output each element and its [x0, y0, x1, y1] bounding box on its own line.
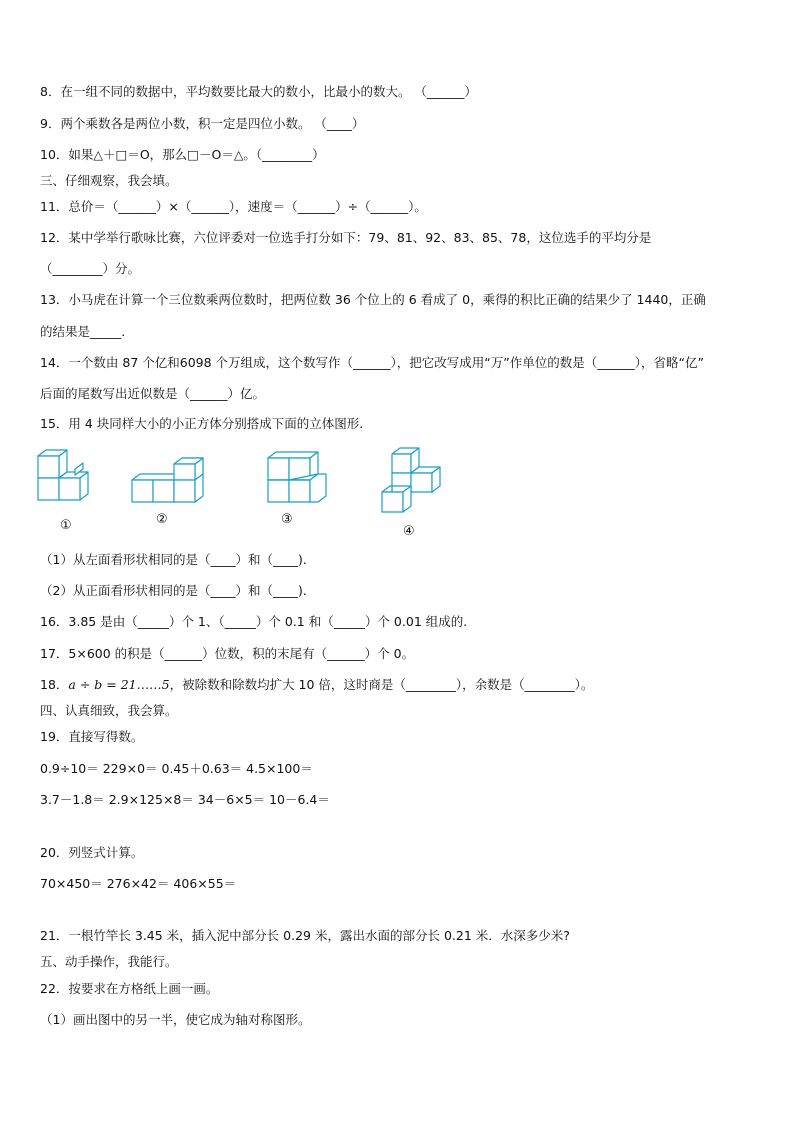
q13-line2: 的结果是_____.	[40, 324, 126, 339]
figure-2-label: ②	[156, 512, 168, 527]
q18-expression: a ÷ b = 21……5	[68, 677, 170, 692]
q8: 8．在一组不同的数据中，平均数要比最大的数小，比最小的数大。 （______）	[40, 84, 477, 99]
q21: 21．一根竹竿长 3.45 米，插入泥中部分长 0.29 米，露出水面的部分长 0.21 米．水深多少米?	[40, 928, 570, 943]
q15: 15．用 4 块同样大小的小正方体分别搭成下面的立体图形.	[40, 416, 364, 431]
q19: 19．直接写得数。	[40, 729, 144, 744]
q16: 16．3.85 是由（_____）个 1、（_____）个 0.1 和（_____）个 0.01 组成的.	[40, 614, 468, 629]
q12-line2: （________）分。	[40, 261, 141, 276]
q13-line1: 13．小马虎在计算一个三位数乘两位数时，把两位数 36 个位上的 6 看成了 0，乘得的积比正确的结果少了 1440，正确	[40, 292, 706, 307]
q11: 11．总价＝（______）×（______），速度＝（______）÷（______）。	[40, 199, 427, 214]
figure-1-cubes	[38, 450, 88, 500]
cube-figures	[30, 446, 500, 546]
q18-text: ，被除数和除数均扩大 10 倍，这时商是（________），余数是（________）。	[169, 677, 594, 692]
cube-figures-drawing	[30, 446, 500, 546]
calc-row-3: 70×450＝ 276×42＝ 406×55＝	[40, 876, 237, 891]
figure-4-cubes	[382, 448, 440, 512]
figure-3-label: ③	[281, 512, 293, 527]
q20: 20．列竖式计算。	[40, 845, 144, 860]
figure-2-cubes	[132, 458, 203, 502]
q15-part1: （1）从左面看形状相同的是（____）和（____).	[40, 552, 307, 567]
calc-row-1: 0.9÷10＝ 229×0＝ 0.45＋0.63＝ 4.5×100＝	[40, 761, 313, 776]
figure-4-label: ④	[403, 524, 415, 539]
q15-part2: （2）从正面看形状相同的是（____）和（____).	[40, 583, 307, 598]
q9: 9．两个乘数各是两位小数，积一定是四位小数。 （____）	[40, 116, 365, 131]
calc-row-2: 3.7－1.8＝ 2.9×125×8＝ 34－6×5＝ 10－6.4＝	[40, 792, 330, 807]
figure-3-cubes	[268, 452, 326, 502]
q22: 22．按要求在方格纸上画一画。	[40, 981, 219, 996]
q10: 10．如果△＋□＝O，那么□－O＝△。（________）	[40, 147, 325, 162]
q14-line1: 14．一个数由 87 个亿和6098 个万组成，这个数写作（______），把它改写成用“万”作单位的数是（______），省略“亿”	[40, 355, 704, 370]
figure-1-label: ①	[60, 518, 72, 533]
section-5-heading: 五、动手操作，我能行。	[40, 954, 178, 969]
q12-line1: 12．某中学举行歌咏比赛，六位评委对一位选手打分如下：79、81、92、83、85、78，这位选手的平均分是	[40, 230, 652, 245]
q18-number: 18．	[40, 677, 69, 692]
q22-part1: （1）画出图中的另一半，使它成为轴对称图形。	[40, 1012, 311, 1027]
q17: 17．5×600 的积是（______）位数，积的末尾有（______）个 0。	[40, 646, 415, 661]
section-3-heading: 三、仔细观察，我会填。	[40, 173, 178, 188]
section-4-heading: 四、认真细致，我会算。	[40, 703, 178, 718]
q18	[40, 677, 593, 693]
q14-line2: 后面的尾数写出近似数是（______）亿。	[40, 386, 266, 401]
